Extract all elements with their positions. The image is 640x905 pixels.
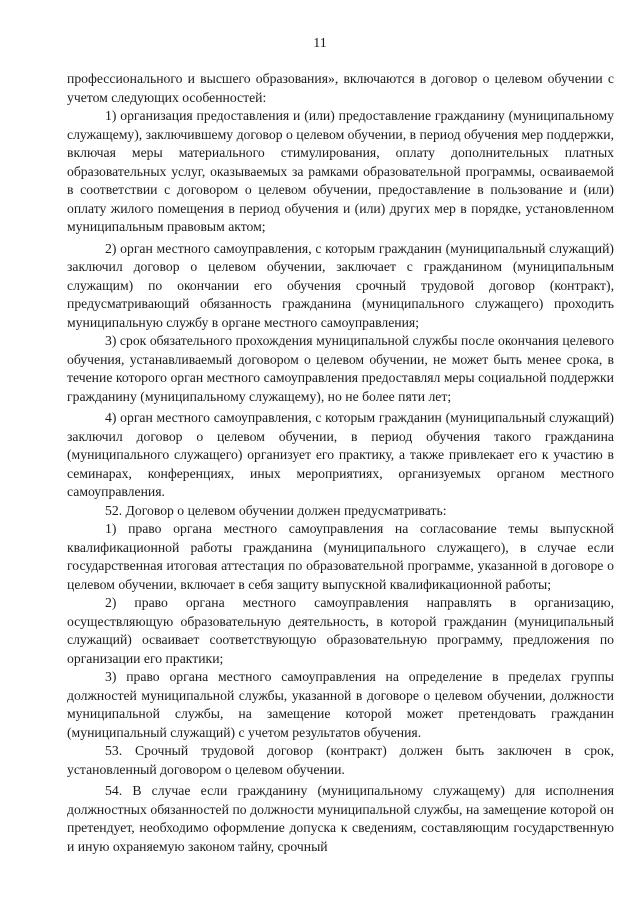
paragraph-item-3: 3) срок обязательного прохождения муниципальной службы после окончания целевого обучения, устанавливаемый договором о целевом обучении, не может быть менее срока, в течение которого орган местного самоуправления предоставлял меры социальной поддержки гражданину (муниципальному служащему), но не более пяти лет;: [67, 333, 614, 404]
paragraph-53: 53. Срочный трудовой договор (контракт) должен быть заключен в срок, установленный договором о целевом обучении.: [67, 743, 614, 777]
paragraph-item-4: 4) орган местного самоуправления, с которым гражданин (муниципальный служащий) заключил договор о целевом обучении, в период обучения такого гражданина (муниципального служащего) организует его практику, а также привлекает его к участию в семинарах, конференциях, иных мероприятиях, организуемых органом местного самоуправления.: [67, 410, 614, 499]
document-body: [67, 70, 614, 856]
paragraph-52-item-1: 1) право органа местного самоуправления на согласование темы выпускной квалификационной работы гражданина (муниципального служащего), в случае если государственная итоговая аттестация по образовательной программе, указанной в договоре о целевом обучении, включает в себя защиту выпускной квалификационной работы;: [67, 521, 614, 592]
paragraph-52-item-2: 2) право органа местного самоуправления направлять в организацию, осуществляющую образовательную деятельность, в которой гражданин (муниципальный служащий) осваивает соответствующую образовательную программу, предложения по организации его практики;: [67, 595, 614, 666]
paragraph-54: 54. В случае если гражданину (муниципальному служащему) для исполнения должностных обязанностей по должности муниципальной службы, на замещение которой он претендует, необходимо оформление допуска к сведениям, составляющим государственную и иную охраняемую законом тайну, срочный: [67, 783, 614, 854]
paragraph-continuation: профессионального и высшего образования», включаются в договор о целевом обучении с учетом следующих особенностей:: [67, 71, 614, 105]
paragraph-52-item-3: 3) право органа местного самоуправления на определение в пределах группы должностей муниципальной службы, указанной в договоре о целевом обучении, должности муниципальной службы, на замещение которой может претендовать гражданин (муниципальный служащий) с учетом результатов обучения.: [67, 669, 614, 740]
paragraph-item-1: 1) организация предоставления и (или) предоставление гражданину (муниципальному служащему), заключившему договор о целевом обучении, в период обучения мер поддержки, включая меры материального стимулирования, оплату дополнительных платных образовательных услуг, оказываемых за рамками образовательной программы, осваиваемой в соответствии с договором о целевом обучении, предоставление в пользование и (или) оплату жилого помещения в период обучения и (или) других мер в порядке, установленном муниципальным правовым актом;: [67, 108, 614, 234]
page-number: 11: [313, 36, 327, 51]
paragraph-52-heading: 52. Договор о целевом обучении должен предусматривать:: [105, 502, 447, 518]
paragraph-item-2: 2) орган местного самоуправления, с которым гражданин (муниципальный служащий) заключил договор о целевом обучении, заключает с гражданином (муниципальным служащим) по окончании его обучения срочный трудовой договор (контракт), предусматривающий обязанность гражданина (муниципального служащего) проходить муниципальную службу в органе местного самоуправления;: [67, 240, 614, 330]
